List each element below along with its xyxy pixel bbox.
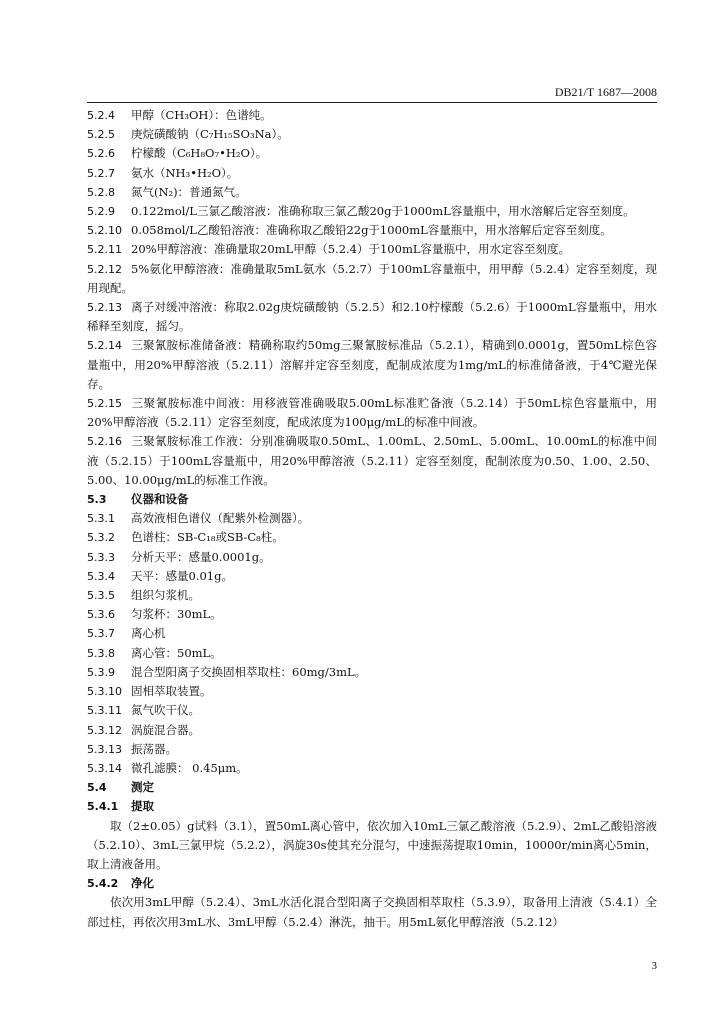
clause-text: 三聚氰胺标准储备液：精确称取约50mg三聚氰胺标准品（5.2.1），精确到0.0001g，置50mL棕色容量瓶中，用20%甲醇溶液（5.2.11）溶解并定容至刻度，配制成浓度为1mg/mL的标准储备液，于4℃避光保存。 [87,338,657,391]
clause-number: 5.2.16 [87,435,122,449]
paragraph [87,663,657,682]
clause-text: 甲醇（CH₃OH）：色谱纯。 [131,108,272,122]
paragraph [87,144,657,163]
clause-text: 0.122mol/L三氯乙酸溶液：准确称取三氯乙酸20g于1000mL容量瓶中，用水溶解后定容至刻度。 [131,204,635,219]
paragraph [87,125,657,144]
clause-number: 5.3.9 [87,665,115,679]
paragraph [87,298,657,336]
clause-number: 5.3.6 [87,608,115,622]
clause-number: 5.2.10 [87,224,122,238]
clause-text: 天平：感量0.01g。 [131,568,233,583]
paragraph [87,759,657,778]
paragraph [87,202,657,221]
clause-text: 氨水（NH₃•H₂O）。 [131,165,239,180]
clause-number: 5.3.5 [87,589,115,603]
clause-number: 5.2.13 [87,301,122,315]
clause-number: 5.3.1 [87,512,115,526]
clause-text: 离子对缓冲溶液：称取2.02g庚烷磺酸钠（5.2.5）和2.10柠檬酸（5.2.6）于1000mL容量瓶中，用水稀释至刻度，摇匀。 [87,300,657,334]
paragraph [87,701,657,720]
clause-number: 5.4 [87,781,107,795]
clause-number: 5.3 [87,493,107,507]
clause-text: 组织匀浆机。 [131,588,200,603]
clause-text: 净化 [131,876,154,891]
paragraph [87,605,657,624]
section-heading [87,490,657,509]
clause-text: 0.058mol/L乙酸铅溶液：准确称取乙酸铅22g于1000mL容量瓶中，用水溶解后定容至刻度。 [131,223,612,238]
clause-number: 5.3.12 [87,723,122,737]
document-id: DB21/T 1687—2008 [554,85,657,99]
clause-number: 5.3.11 [87,704,122,718]
clause-text: 涡旋混合器。 [131,722,200,737]
paragraph [87,682,657,701]
clause-number: 5.3.14 [87,761,122,775]
clause-text: 20%甲醇溶液：准确量取20mL甲醇（5.2.4）于100mL容量瓶中，用水定容至刻度。 [131,242,570,257]
paragraph [87,183,657,202]
page-number: 3 [651,960,657,972]
clause-text: 振荡器。 [131,741,177,756]
clause-number: 5.3.7 [87,627,115,641]
paragraph [87,394,657,432]
clause-number: 5.2.14 [87,339,122,353]
clause-text: 离心机 [131,626,166,641]
clause-number: 5.4.2 [87,877,119,891]
clause-text: 离心管：50mL。 [131,645,222,660]
clause-number: 5.2.4 [87,109,115,122]
paragraph [87,893,657,931]
clause-text: 三聚氰胺标准工作液：分别准确吸取0.50mL、1.00mL、2.50mL、5.00mL、10.00mL的标准中间液（5.2.15）于100mL容量瓶中，用20%甲醇溶液（5.2.11）定容至刻度，配制浓度为0.50、1.00、2.50、5.00、10.00μg/mL的标准工作液。 [87,434,657,487]
clause-text: 5%氨化甲醇溶液：准确量取5mL氨水（5.2.7）于100mL容量瓶中，用甲醇（5.2.4）定容至刻度，现用现配。 [87,261,657,295]
clause-number: 5.3.8 [87,646,115,660]
header-rule [87,102,657,103]
clause-text: 取（2±0.05）g试料（3.1），置50mL离心管中，依次加入10mL三氯乙酸溶液（5.2.9）、2mL乙酸铅溶液（5.2.10）、3mL三氯甲烷（5.2.2），涡旋30s使其充分混匀，中速振荡提取10min，10000r/min离心5min，取上清液备用。 [87,818,657,871]
clause-text: 三聚氰胺标准中间液：用移液管准确吸取5.00mL标准贮备液（5.2.14）于50mL棕色容量瓶中，用20%甲醇溶液（5.2.11）定容至刻度，配成浓度为100μg/mL的标准中间液。 [87,396,657,430]
clause-number: 5.2.8 [87,185,115,199]
section-heading [87,797,657,816]
clause-number: 5.2.15 [87,397,122,411]
clause-text: 测定 [131,780,154,795]
clause-text: 仪器和设备 [131,492,189,507]
clause-text: 色谱柱：SB-C₁₈或SB-C₈柱。 [131,530,284,545]
clause-text: 微孔滤膜： 0.45μm。 [131,760,248,775]
document-body [87,106,657,932]
paragraph [87,528,657,547]
clause-text: 混合型阳离子交换固相萃取柱：60mg/3mL。 [131,664,367,679]
clause-text: 氮气(N₂)：普通氮气。 [131,184,247,199]
paragraph [87,740,657,759]
paragraph [87,164,657,183]
paragraph [87,548,657,567]
clause-number: 5.3.3 [87,550,115,564]
clause-number: 5.2.7 [87,166,115,180]
clause-number: 5.4.1 [87,800,119,814]
clause-text: 匀浆杯：30mL。 [131,607,222,622]
paragraph [87,240,657,259]
paragraph [87,624,657,643]
clause-number: 5.3.10 [87,685,122,699]
clause-number: 5.2.5 [87,128,115,142]
section-heading [87,874,657,893]
paragraph [87,221,657,240]
paragraph [87,567,657,586]
clause-text: 氮气吹干仪。 [131,703,200,718]
clause-text: 庚烷磺酸钠（C₇H₁₅SO₃Na）。 [131,127,289,142]
paragraph [87,106,657,125]
clause-text: 高效液相色谱仪（配紫外检测器）。 [131,511,310,526]
clause-number: 5.3.4 [87,569,115,583]
paragraph [87,336,657,394]
clause-text: 分析天平：感量0.0001g。 [131,549,271,564]
paragraph [87,586,657,605]
clause-text: 提取 [131,799,154,814]
clause-number: 5.3.2 [87,531,115,545]
paragraph [87,260,657,298]
section-heading [87,778,657,797]
clause-number: 5.2.11 [87,243,122,257]
clause-text: 依次用3mL甲醇（5.2.4）、3mL水活化混合型阳离子交换固相萃取柱（5.3.9），取备用上清液（5.4.1）全部过柱，再依次用3mL水、3mL甲醇（5.2.4）淋洗，抽干。用5mL氨化甲醇溶液（5.2.12） [87,895,657,929]
paragraph [87,817,657,875]
paragraph [87,432,657,490]
paragraph [87,509,657,528]
clause-number: 5.2.12 [87,262,122,276]
clause-text: 柠檬酸（C₆H₈O₇•H₂O）。 [131,146,268,161]
clause-number: 5.2.9 [87,205,115,219]
paragraph [87,721,657,740]
clause-number: 5.3.13 [87,742,122,756]
paragraph [87,644,657,663]
clause-text: 固相萃取装置。 [131,684,212,699]
clause-number: 5.2.6 [87,147,115,161]
